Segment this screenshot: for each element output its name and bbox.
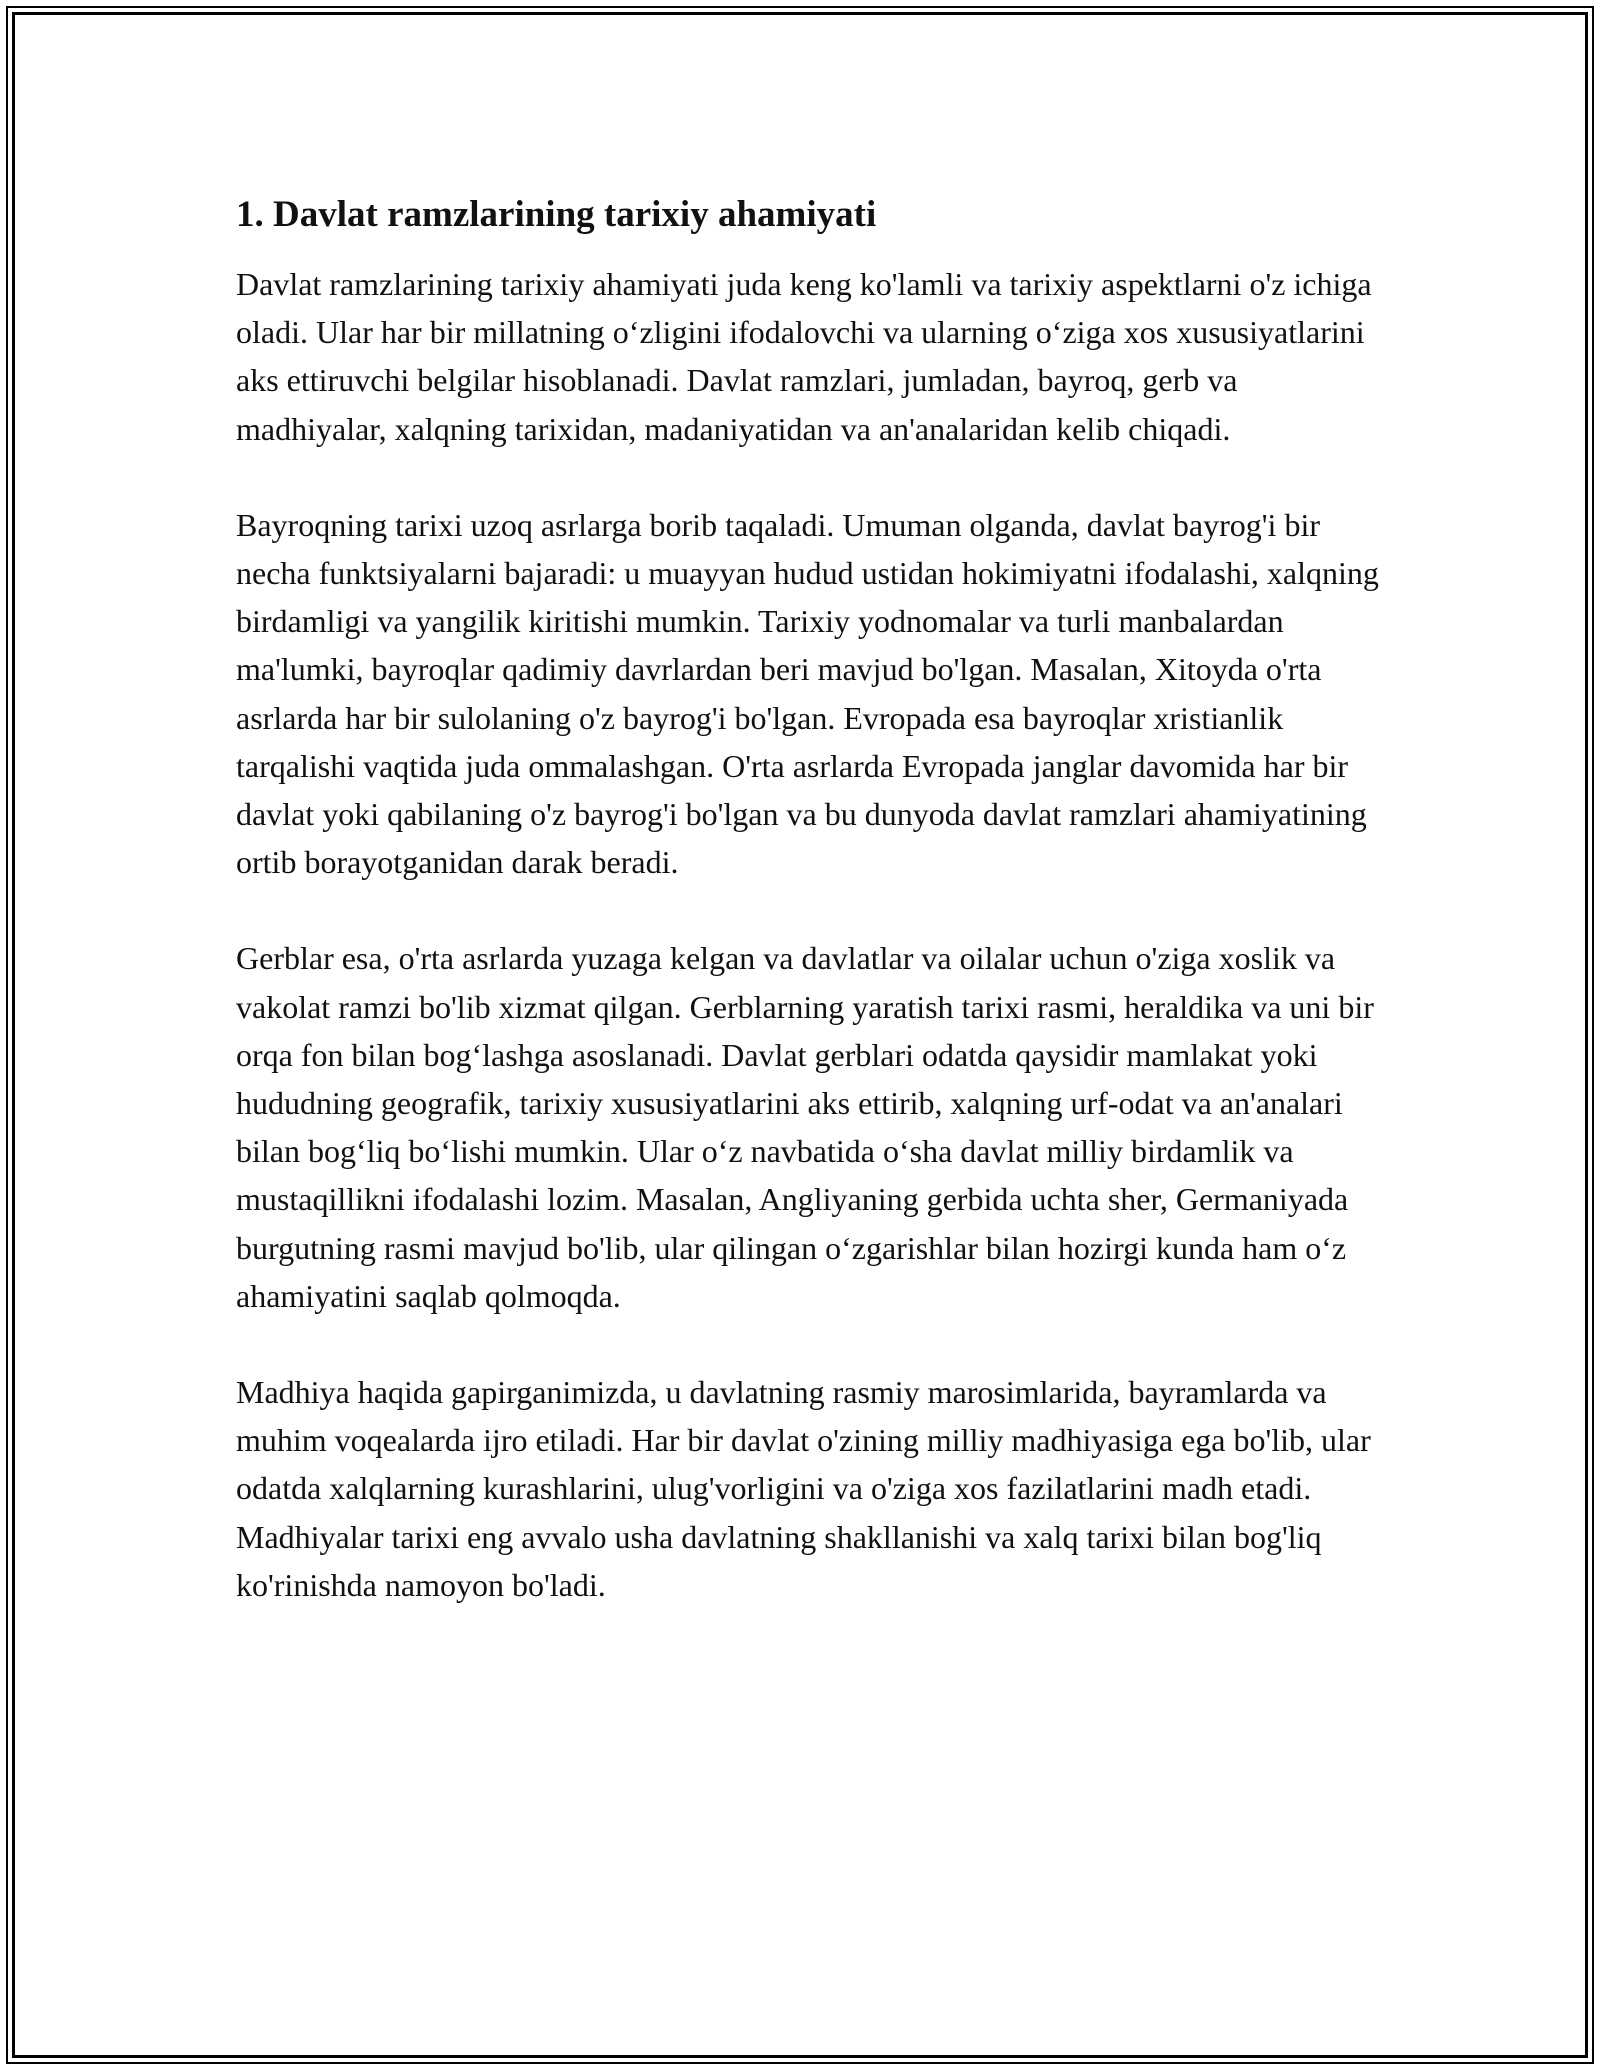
document-body — [236, 190, 1384, 1657]
paragraph-1: Davlat ramzlarining tarixiy ahamiyati juda keng ko'lamli va tarixiy aspektlarni o'z ichiga oladi. Ular har bir millatning o‘zligini ifodalovchi va ularning o‘ziga xos xususiyatlarini aks ettiruvchi belgilar hisoblanadi. Davlat ramzlari, jumladan, bayroq, gerb va madhiyalar, xalqning tarixidan, madaniyatidan va an'analaridan kelib chiqadi. — [236, 266, 1372, 447]
paragraph-3: Gerblar esa, o'rta asrlarda yuzaga kelgan va davlatlar va oilalar uchun o'ziga xoslik va vakolat ramzi bo'lib xizmat qilgan. Gerblarning yaratish tarixi rasmi, heraldika va uni bir orqa fon bilan bog‘lashga asoslanadi. Davlat gerblari odatda qaysidir mamlakat yoki hududning geografik, tarixiy xususiyatlarini aks ettirib, xalqning urf-odat va an'analari bilan bog‘liq bo‘lishi mumkin. Ular o‘z navbatida o‘sha davlat milliy birdamlik va mustaqillikni ifodalashi lozim. Masalan, Angliyaning gerbida uchta sher, Germaniyada burgutning rasmi mavjud bo'lib, ular qilingan o‘zgarishlar bilan hozirgi kunda ham o‘z ahamiyatini saqlab qolmoqda. — [236, 940, 1374, 1314]
paragraph-4: Madhiya haqida gapirganimizda, u davlatning rasmiy marosimlarida, bayramlarda va muhim voqealarda ijro etiladi. Har bir davlat o'zining milliy madhiyasiga ega bo'lib, ular odatda xalqlarning kurashlarini, ulug'vorligini va o'ziga xos fazilatlarini madh etadi. Madhiyalar tarixi eng avvalo usha davlatning shakllanishi va xalq tarixi bilan bog'liq ko'rinishda namoyon bo'ladi. — [236, 1374, 1371, 1603]
paragraph-2: Bayroqning tarixi uzoq asrlarga borib taqaladi. Umuman olganda, davlat bayrog'i bir necha funktsiyalarni bajaradi: u muayyan hudud ustidan hokimiyatni ifodalashi, xalqning birdamligi va yangilik kiritishi mumkin. Tarixiy yodnomalar va turli manbalardan ma'lumki, bayroqlar qadimiy davrlardan beri mavjud bo'lgan. Masalan, Xitoyda o'rta asrlarda har bir sulolaning o'z bayrog'i bo'lgan. Evropada esa bayroqlar xristianlik tarqalishi vaqtida juda ommalashgan. O'rta asrlarda Evropada janglar davomida har bir davlat yoki qabilaning o'z bayrog'i bo'lgan va bu dunyoda davlat ramzlari ahamiyatining ortib borayotganidan darak beradi. — [236, 506, 1379, 881]
section-title: 1. Davlat ramzlarining tarixiy ahamiyati — [236, 194, 877, 235]
